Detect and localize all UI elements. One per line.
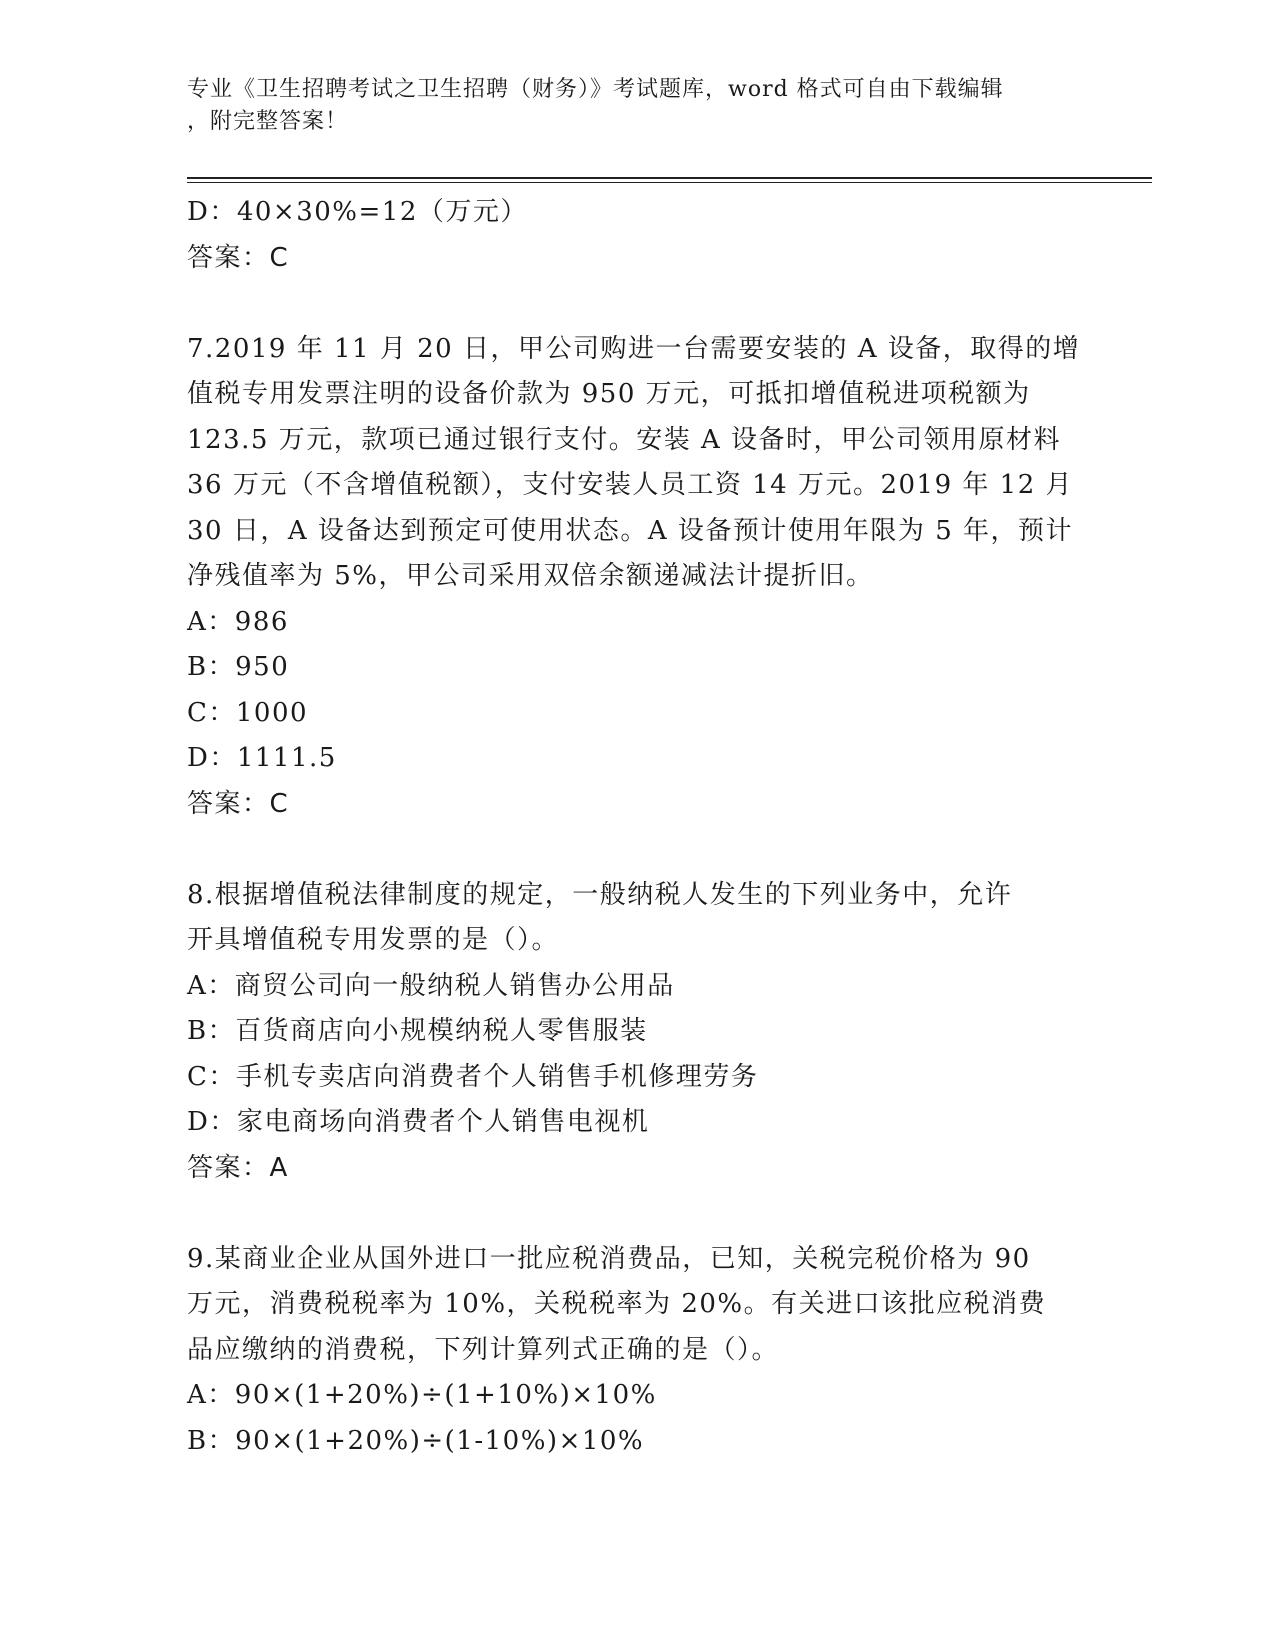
question-7-line: 36 万元（不含增值税额），支付安装人员工资 14 万元。2019 年 12 月 [187, 470, 1074, 500]
question-8-option-d: D：家电商场向消费者个人销售电视机 [187, 1107, 650, 1137]
question-8-option-c: C：手机专卖店向消费者个人销售手机修理劳务 [187, 1061, 759, 1092]
question-9-option-a: A：90×(1+20%)÷(1+10%)×10% [187, 1380, 657, 1410]
header-line-2: ，附完整答案！ [187, 109, 349, 134]
prev-option-d: D：40×30%=12（万元） [187, 197, 528, 227]
question-8 [187, 873, 1087, 1192]
question-7-line: 123.5 万元，款项已通过银行支付。安装 A 设备时，甲公司领用原材料 [187, 424, 1062, 455]
question-7-line: 值税专用发票注明的设备价款为 950 万元，可抵扣增值税进项税额为 [187, 379, 1031, 409]
prev-answer: 答案：C [187, 242, 290, 273]
spacer [187, 827, 1087, 873]
question-7-line: 7.2019 年 11 月 20 日，甲公司购进一台需要安装的 A 设备，取得的增 [187, 333, 1081, 364]
question-8-line: 开具增值税专用发票的是（）。 [187, 925, 560, 955]
header-rule-thick [187, 177, 1152, 179]
spacer [187, 281, 1087, 327]
document-body [187, 190, 1087, 1464]
question-9-line: 万元，消费税税率为 10%，关税税率为 20%。有关进口该批应税消费 [187, 1289, 1047, 1319]
question-7-option-c: C：1000 [187, 697, 309, 728]
question-8-option-a: A：商贸公司向一般纳税人销售办公用品 [187, 970, 675, 1001]
question-9-line: 9.某商业企业从国外进口一批应税消费品，已知，关税完税价格为 90 [187, 1243, 1031, 1274]
question-9-line: 品应缴纳的消费税，下列计算列式正确的是（）。 [187, 1334, 780, 1365]
question-7-option-d: D：1111.5 [187, 743, 337, 773]
question-7-line: 30 日，A 设备达到预定可使用状态。A 设备预计使用年限为 5 年，预计 [187, 515, 1074, 546]
spacer [187, 1191, 1087, 1237]
header-rule-thin [187, 182, 1152, 183]
question-7-option-a: A：986 [187, 606, 289, 637]
question-8-answer: 答案：A [187, 1152, 289, 1183]
question-7-line: 净残值率为 5%，甲公司采用双倍余额递减法计提折旧。 [187, 561, 874, 591]
question-7-option-b: B：950 [187, 652, 290, 682]
question-7 [187, 327, 1087, 828]
question-9 [187, 1237, 1087, 1465]
question-7-answer: 答案：C [187, 788, 290, 819]
document-header [187, 74, 1067, 138]
question-8-line: 8.根据增值税法律制度的规定，一般纳税人发生的下列业务中，允许 [187, 879, 1013, 910]
question-8-option-b: B：百货商店向小规模纳税人零售服装 [187, 1016, 648, 1046]
question-9-option-b: B：90×(1+20%)÷(1-10%)×10% [187, 1425, 645, 1456]
header-line-1: 专业《卫生招聘考试之卫生招聘（财务）》考试题库，word 格式可自由下载编辑 [187, 77, 1004, 102]
